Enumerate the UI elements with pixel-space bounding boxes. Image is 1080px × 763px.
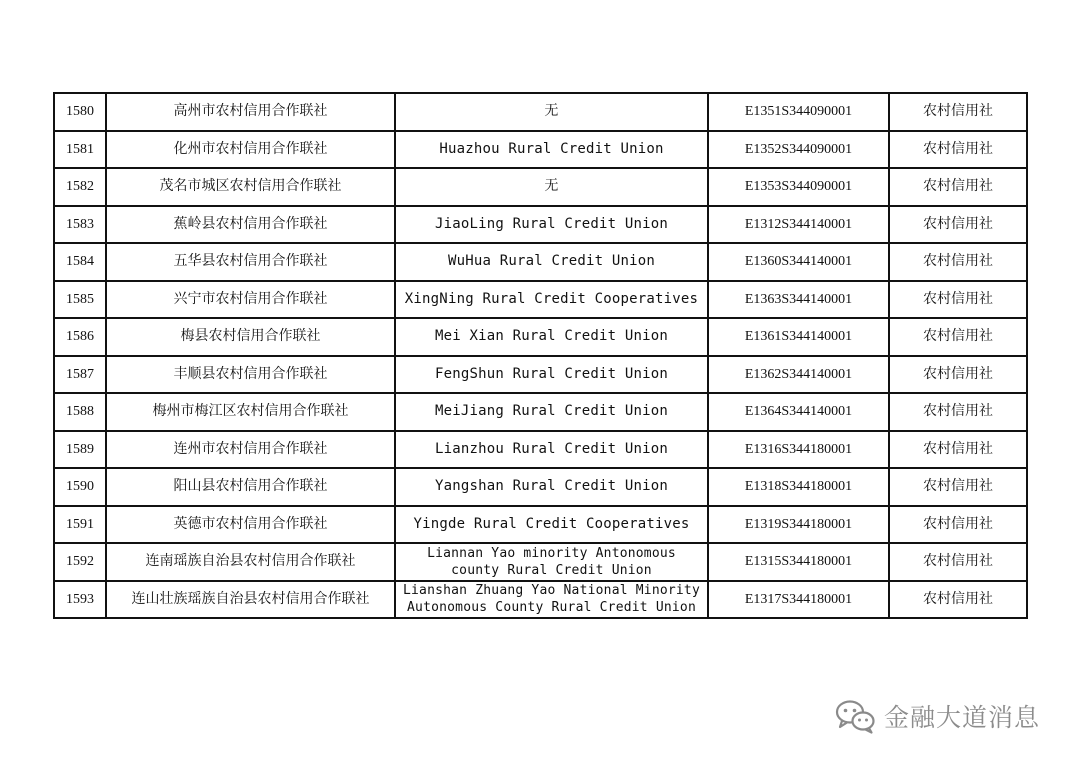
cell-institution-code: E1351S344090001 — [708, 93, 889, 131]
table-row — [54, 93, 1027, 131]
cell-institution-code: E1362S344140001 — [708, 356, 889, 394]
cell-number: 1585 — [54, 281, 106, 319]
table-row — [54, 206, 1027, 244]
cell-number: 1588 — [54, 393, 106, 431]
cell-institution-code: E1364S344140001 — [708, 393, 889, 431]
cell-institution-type: 农村信用社 — [889, 356, 1027, 394]
cell-english-name: Mei Xian Rural Credit Union — [395, 318, 708, 356]
cell-institution-type: 农村信用社 — [889, 281, 1027, 319]
cell-english-name: WuHua Rural Credit Union — [395, 243, 708, 281]
cell-institution-type: 农村信用社 — [889, 431, 1027, 469]
cell-institution-type: 农村信用社 — [889, 131, 1027, 169]
cell-english-name: Liannan Yao minority Antonomous county Rural Credit Union — [395, 543, 708, 581]
cell-english-name: JiaoLing Rural Credit Union — [395, 206, 708, 244]
cell-institution-code: E1317S344180001 — [708, 581, 889, 619]
table-row — [54, 543, 1027, 581]
wechat-icon — [834, 698, 876, 734]
table-row — [54, 356, 1027, 394]
cell-english-name: Yingde Rural Credit Cooperatives — [395, 506, 708, 544]
cell-chinese-name: 五华县农村信用合作联社 — [106, 243, 395, 281]
table-row — [54, 581, 1027, 619]
cell-institution-code: E1318S344180001 — [708, 468, 889, 506]
cell-english-name: FengShun Rural Credit Union — [395, 356, 708, 394]
cell-chinese-name: 兴宁市农村信用合作联社 — [106, 281, 395, 319]
cell-institution-type: 农村信用社 — [889, 393, 1027, 431]
cell-chinese-name: 梅州市梅江区农村信用合作联社 — [106, 393, 395, 431]
cell-english-name: Lianzhou Rural Credit Union — [395, 431, 708, 469]
cell-institution-type: 农村信用社 — [889, 93, 1027, 131]
cell-english-name: XingNing Rural Credit Cooperatives — [395, 281, 708, 319]
table-row — [54, 318, 1027, 356]
cell-chinese-name: 梅县农村信用合作联社 — [106, 318, 395, 356]
cell-number: 1587 — [54, 356, 106, 394]
cell-institution-type: 农村信用社 — [889, 168, 1027, 206]
watermark-text: 金融大道消息 — [884, 703, 1041, 732]
cell-number: 1591 — [54, 506, 106, 544]
cell-english-name: Lianshan Zhuang Yao National Minority Autonomous County Rural Credit Union — [395, 581, 708, 619]
cell-english-name: Huazhou Rural Credit Union — [395, 131, 708, 169]
table-row — [54, 243, 1027, 281]
table-row — [54, 506, 1027, 544]
cell-chinese-name: 茂名市城区农村信用合作联社 — [106, 168, 395, 206]
table-row — [54, 431, 1027, 469]
cell-number: 1583 — [54, 206, 106, 244]
table-row — [54, 168, 1027, 206]
cell-english-name: 无 — [395, 93, 708, 131]
cell-chinese-name: 连山壮族瑶族自治县农村信用合作联社 — [106, 581, 395, 619]
cell-institution-code: E1352S344090001 — [708, 131, 889, 169]
cell-institution-code: E1353S344090001 — [708, 168, 889, 206]
cell-number: 1580 — [54, 93, 106, 131]
cell-institution-code: E1360S344140001 — [708, 243, 889, 281]
table-row — [54, 468, 1027, 506]
cell-english-name: MeiJiang Rural Credit Union — [395, 393, 708, 431]
cell-institution-code: E1316S344180001 — [708, 431, 889, 469]
cell-number: 1593 — [54, 581, 106, 619]
institution-table — [53, 92, 1028, 619]
cell-number: 1584 — [54, 243, 106, 281]
cell-number: 1589 — [54, 431, 106, 469]
cell-chinese-name: 蕉岭县农村信用合作联社 — [106, 206, 395, 244]
cell-institution-code: E1361S344140001 — [708, 318, 889, 356]
table-row — [54, 281, 1027, 319]
cell-institution-type: 农村信用社 — [889, 581, 1027, 619]
cell-institution-code: E1319S344180001 — [708, 506, 889, 544]
table-row — [54, 131, 1027, 169]
cell-institution-type: 农村信用社 — [889, 318, 1027, 356]
cell-chinese-name: 阳山县农村信用合作联社 — [106, 468, 395, 506]
cell-institution-type: 农村信用社 — [889, 543, 1027, 581]
cell-chinese-name: 丰顺县农村信用合作联社 — [106, 356, 395, 394]
cell-institution-code: E1315S344180001 — [708, 543, 889, 581]
cell-number: 1590 — [54, 468, 106, 506]
cell-institution-code: E1312S344140001 — [708, 206, 889, 244]
cell-institution-type: 农村信用社 — [889, 468, 1027, 506]
cell-number: 1581 — [54, 131, 106, 169]
cell-institution-code: E1363S344140001 — [708, 281, 889, 319]
watermark — [834, 696, 1040, 736]
institution-table-body — [54, 93, 1027, 618]
cell-chinese-name: 高州市农村信用合作联社 — [106, 93, 395, 131]
table-row — [54, 393, 1027, 431]
cell-english-name: Yangshan Rural Credit Union — [395, 468, 708, 506]
cell-institution-type: 农村信用社 — [889, 243, 1027, 281]
cell-chinese-name: 连州市农村信用合作联社 — [106, 431, 395, 469]
cell-chinese-name: 英德市农村信用合作联社 — [106, 506, 395, 544]
cell-number: 1586 — [54, 318, 106, 356]
cell-number: 1582 — [54, 168, 106, 206]
cell-institution-type: 农村信用社 — [889, 206, 1027, 244]
cell-chinese-name: 化州市农村信用合作联社 — [106, 131, 395, 169]
cell-english-name: 无 — [395, 168, 708, 206]
cell-number: 1592 — [54, 543, 106, 581]
cell-institution-type: 农村信用社 — [889, 506, 1027, 544]
cell-chinese-name: 连南瑶族自治县农村信用合作联社 — [106, 543, 395, 581]
